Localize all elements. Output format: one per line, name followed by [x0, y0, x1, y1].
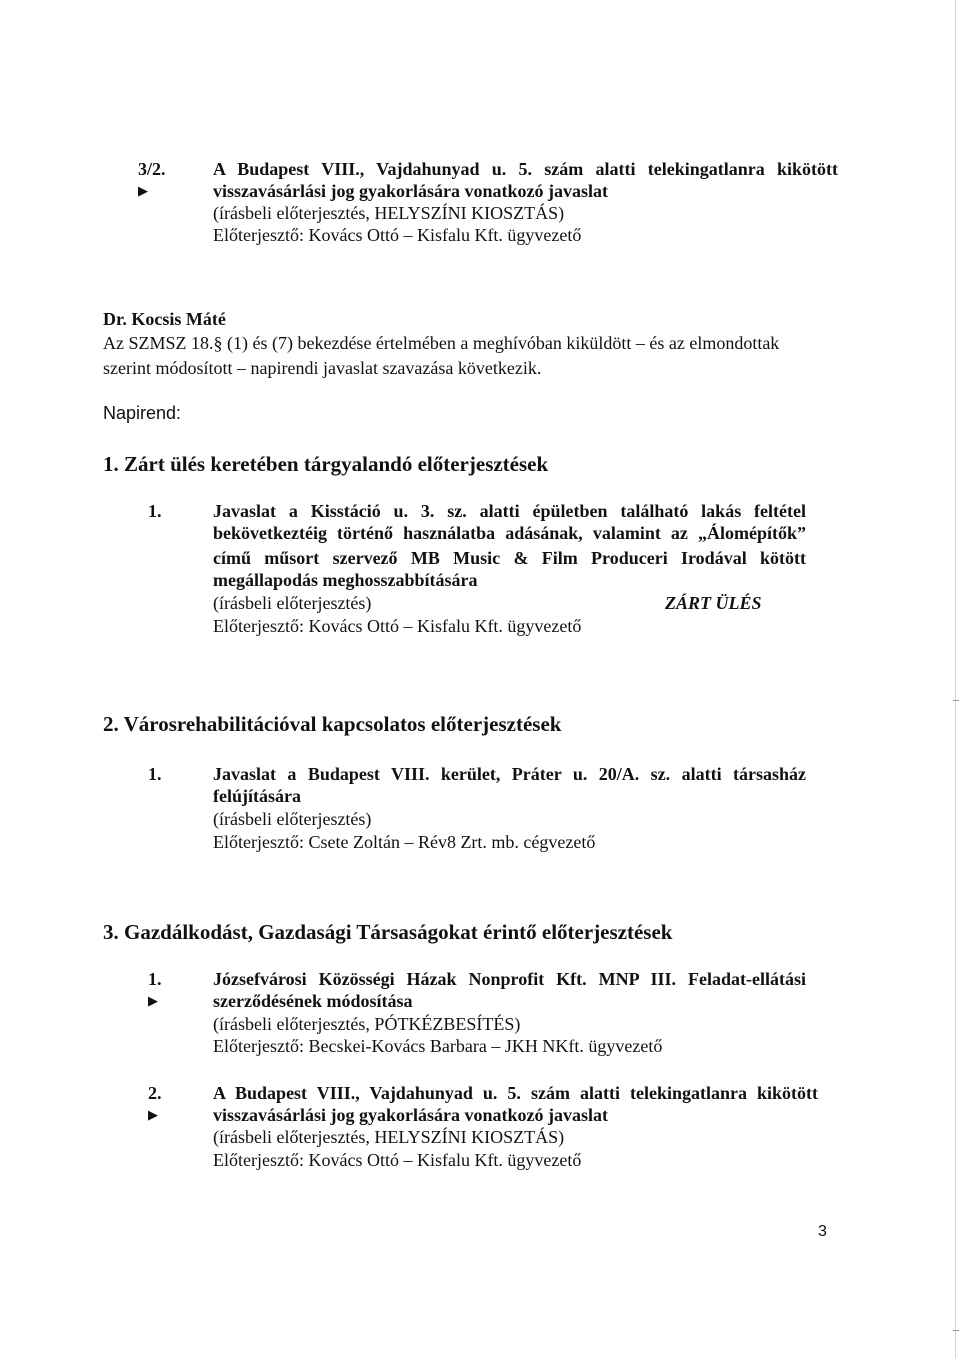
- item-title-line: visszavásárlási jog gyakorlására vonatkozó javaslat: [213, 1105, 608, 1125]
- arrow-marker-icon: ▶: [138, 183, 148, 198]
- item-presenter: Előterjesztő: Becskei-Kovács Barbara – JKH NKft. ügyvezető: [213, 1036, 663, 1056]
- item-presenter: Előterjesztő: Kovács Ottó – Kisfalu Kft. ügyvezető: [213, 616, 582, 636]
- closed-session-label: ZÁRT ÜLÉS: [665, 593, 762, 613]
- scan-edge-tick: [953, 700, 959, 701]
- item-note: (írásbeli előterjesztés): [213, 593, 372, 613]
- item-note: (írásbeli előterjesztés, PÓTKÉZBESÍTÉS): [213, 1014, 521, 1034]
- top-item-presenter: Előterjesztő: Kovács Ottó – Kisfalu Kft. ügyvezető: [213, 225, 582, 245]
- item-presenter: Előterjesztő: Kovács Ottó – Kisfalu Kft. ügyvezető: [213, 1150, 582, 1170]
- item-title-line: Javaslat a Budapest VIII. kerület, Práter u. 20/A. sz. alatti társasház: [213, 764, 806, 784]
- item-title-line: című műsort szervező MB Music & Film Produceri Irodával kötött: [213, 548, 806, 568]
- page-number: 3: [818, 1223, 827, 1240]
- item-number: 2.: [148, 1083, 162, 1103]
- item-title-line: felújítására: [213, 786, 301, 806]
- item-note: (írásbeli előterjesztés, HELYSZÍNI KIOSZTÁS): [213, 1127, 565, 1147]
- speaker-text-line2: szerint módosított – napirendi javaslat szavazása következik.: [103, 358, 542, 378]
- top-item-title-line2: visszavásárlási jog gyakorlására vonatkozó javaslat: [213, 181, 608, 201]
- section-heading: 2. Városrehabilitációval kapcsolatos előterjesztések: [103, 712, 562, 736]
- top-item-note: (írásbeli előterjesztés, HELYSZÍNI KIOSZTÁS): [213, 203, 565, 223]
- item-presenter: Előterjesztő: Csete Zoltán – Rév8 Zrt. mb. cégvezető: [213, 832, 596, 852]
- item-title-line: szerződésének módosítása: [213, 991, 413, 1011]
- arrow-marker-icon: ▶: [148, 993, 158, 1008]
- section-heading: 3. Gazdálkodást, Gazdasági Társaságokat érintő előterjesztések: [103, 920, 673, 944]
- item-title-line: Józsefvárosi Közösségi Házak Nonprofit Kft. MNP III. Feladat-ellátási: [213, 969, 806, 989]
- item-title-line: Javaslat a Kisstáció u. 3. sz. alatti épületben található lakás feltétel: [213, 501, 806, 521]
- agenda-label: Napirend:: [103, 403, 182, 423]
- scan-edge-tick: [953, 1330, 959, 1331]
- top-item-title-line1: A Budapest VIII., Vajdahunyad u. 5. szám alatti telekingatlanra kikötött: [213, 159, 838, 179]
- arrow-marker-icon: ▶: [148, 1107, 158, 1122]
- item-title-line: bekövetkeztéig történő használatba adásának, valamint az „Álomépítők”: [213, 523, 806, 543]
- top-item-number: 3/2.: [138, 159, 166, 179]
- item-title-line: megállapodás meghosszabbítására: [213, 570, 478, 590]
- item-number: 1.: [148, 501, 162, 521]
- item-title-line: A Budapest VIII., Vajdahunyad u. 5. szám alatti telekingatlanra kikötött: [213, 1083, 818, 1103]
- item-number: 1.: [148, 969, 162, 989]
- item-number: 1.: [148, 764, 162, 784]
- speaker-text-line1: Az SZMSZ 18.§ (1) és (7) bekezdése értelmében a meghívóban kiküldött – és az elmondottak: [103, 333, 780, 353]
- section-heading: 1. Zárt ülés keretében tárgyalandó előterjesztések: [103, 452, 549, 476]
- scan-edge-line: [955, 0, 956, 1358]
- item-note: (írásbeli előterjesztés): [213, 809, 372, 829]
- speaker-name: Dr. Kocsis Máté: [103, 309, 226, 329]
